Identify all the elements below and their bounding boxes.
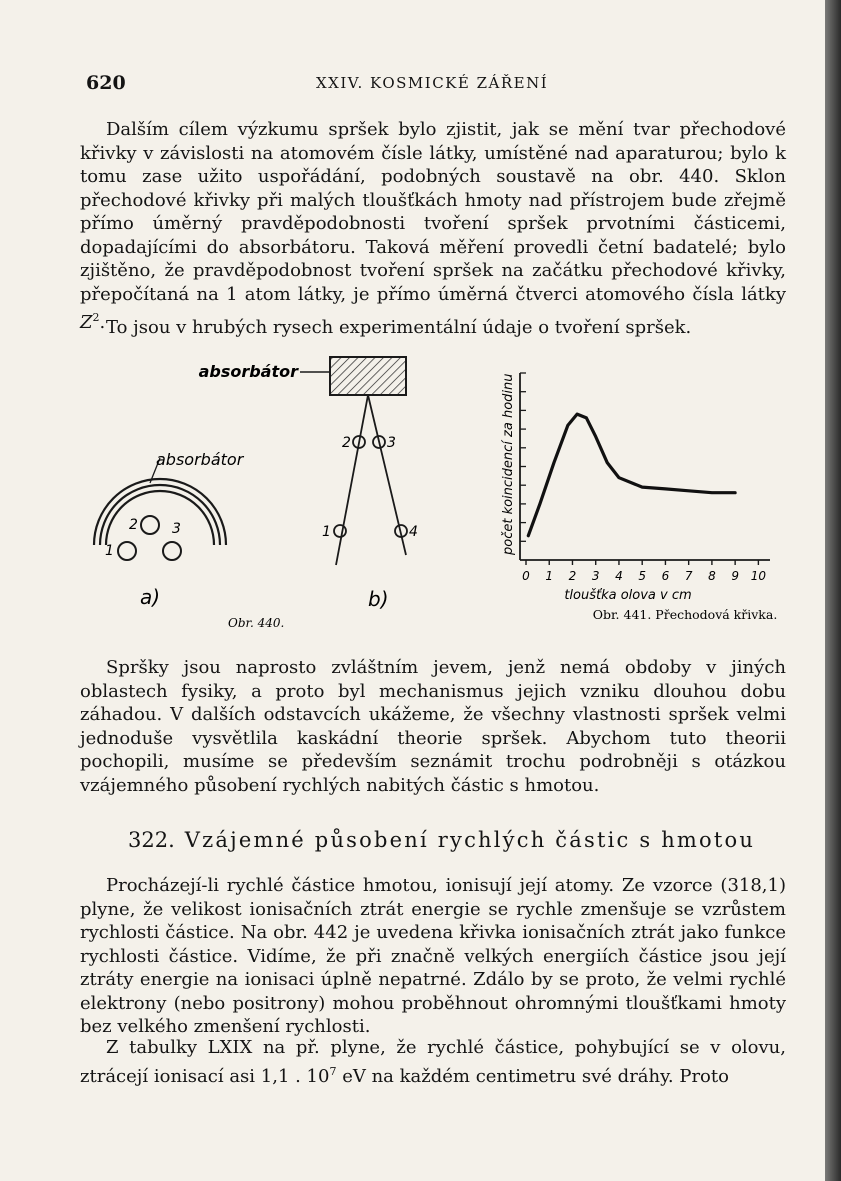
figure-svg: [80, 355, 780, 645]
paragraph-1-text: Dalším cílem výzkumu spršek bylo zjistit, jak se mění tvar přechodové křivky v závislosti na atomovém čísle látky, umístěné nad aparaturou; bylo k tomu zase užito uspořádání, podobných soustavě na obr. 440. Sklon přechodové křivky při malých tloušťkách hmoty nad přístrojem bude zřejmě přímo úměrný pravděpodobnosti tvoření spršek prvotními částicemi, dopadajícími do absorbátoru. Taková měření provedli četní badatelé; bylo zjištěno, že pravděpodobnost tvoření spršek na začátku přechodové křivky, přepočítaná na 1 atom látky, je přímo úměrná čtverci atomového čísla látky: [80, 119, 786, 305]
counter-a-1-label: 1: [105, 543, 114, 559]
figure-440b-label: b): [368, 587, 389, 611]
page-header: [86, 72, 776, 98]
chart-x-tick-label: 3: [591, 569, 600, 583]
page-number: 620: [86, 72, 126, 94]
paragraph-2: To jsou v hrubých rysech experimentální údaje o tvoření spršek.: [106, 317, 692, 338]
figure-440b: [199, 357, 418, 611]
paragraph-5-end: eV na každém centimetru své dráhy. Proto: [336, 1065, 729, 1087]
counter-a-2: [141, 516, 159, 534]
chart-y-ticks: [520, 373, 526, 541]
figure-440a-label: a): [140, 585, 161, 609]
paragraph-5-sup: 7: [329, 1064, 337, 1078]
chart-y-label: počet koincidencí za hodinu: [501, 373, 516, 555]
counter-b-1: [334, 525, 346, 537]
counter-a-3-label: 3: [172, 521, 181, 537]
chart-series-line: [528, 414, 735, 536]
figure-441-caption: Obr. 441. Přechodová křivka.: [592, 607, 778, 622]
figure-440-caption: Obr. 440.: [228, 616, 285, 630]
paragraph-5-text: Z tabulky LXIX na př. plyne, že rychlé částice, pohybující se v olovu, ztrácejí ionisací asi 1,1 . 10: [80, 1037, 786, 1087]
paragraph-1-z: Z: [80, 312, 93, 333]
chart-x-ticks: [522, 560, 766, 583]
counter-b-4-label: 4: [409, 524, 418, 540]
chart-x-tick-label: 7: [684, 569, 693, 583]
chart-x-tick-label: 5: [638, 569, 647, 583]
counter-b-2-label: 2: [342, 435, 351, 451]
counter-b-3-label: 3: [387, 435, 396, 451]
paragraph-1-sup: 2: [92, 311, 100, 324]
paragraph-1-end: .: [99, 312, 106, 333]
figures: [80, 355, 780, 645]
chart-x-tick-label: 10: [750, 569, 767, 583]
section-title: Vzájemné působení rychlých částic s hmotou: [184, 828, 756, 852]
chart-x-tick-label: 6: [661, 569, 670, 583]
chart-x-tick-label: 1: [545, 569, 554, 583]
absorber-a-label: absorbátor: [156, 450, 244, 469]
figure-441-chart: [501, 373, 770, 603]
counter-a-2-label: 2: [129, 517, 138, 533]
chart-x-label: tloušťka olova v cm: [564, 588, 692, 603]
running-title: XXIV. KOSMICKÉ ZÁŘENÍ: [316, 74, 549, 92]
absorber-arc-outer: [94, 479, 226, 545]
paragraph-4: Procházejí-li rychlé částice hmotou, ionisují její atomy. Ze vzorce (318,1) plyne, že velikost ionisačních ztrát energie se rychle zmenšuje se vzrůstem rychlosti částice. Na obr. 442 je uvedena křivka ionisačních ztrát jako funkce rychlosti částice. Vidíme, že při značně velkých energiích částice jsou její ztráty energie na ionisaci úplně nepatrné. Zdálo by se proto, že velmi rychlé elektrony (nebo positrony) mohou proběhnout ohromnými tloušťkami hmoty bez velkého zmenšení rychlosti.: [80, 875, 786, 1037]
chart-x-tick-label: 0: [522, 569, 530, 583]
section-number: 322.: [128, 828, 175, 852]
page-edge-shadow: [825, 0, 841, 1181]
track-right: [368, 395, 406, 555]
absorber-b-label: absorbátor: [198, 362, 298, 381]
chart-x-tick-label: 8: [708, 569, 716, 583]
paragraph-1: [80, 118, 786, 335]
section-heading: [128, 828, 778, 852]
track-left: [336, 395, 368, 565]
counter-a-3: [163, 542, 181, 560]
chart-x-tick-label: 9: [731, 569, 739, 583]
counter-a-1: [118, 542, 136, 560]
paragraph-3: Spršky jsou naprosto zvláštním jevem, jenž nemá obdoby v jiných oblastech fysiky, a proto byl mechanismus jejich vzniku dlouhou dobu záhadou. V dalších odstavcích ukážeme, že všechny vlastnosti spršek velmi jednoduše vysvětlila kaskádní theorie spršek. Abychom tuto theorii pochopili, musíme se především seznámit trochu podrobněji s otázkou vzájemného působení rychlých nabitých částic s hmotou.: [80, 657, 786, 796]
absorber-block: [330, 357, 406, 395]
counter-b-1-label: 1: [322, 524, 331, 540]
chart-x-tick-label: 4: [615, 569, 623, 583]
paragraph-5: [80, 1036, 786, 1088]
chart-x-tick-label: 2: [568, 569, 577, 583]
figure-440a: [94, 450, 245, 609]
